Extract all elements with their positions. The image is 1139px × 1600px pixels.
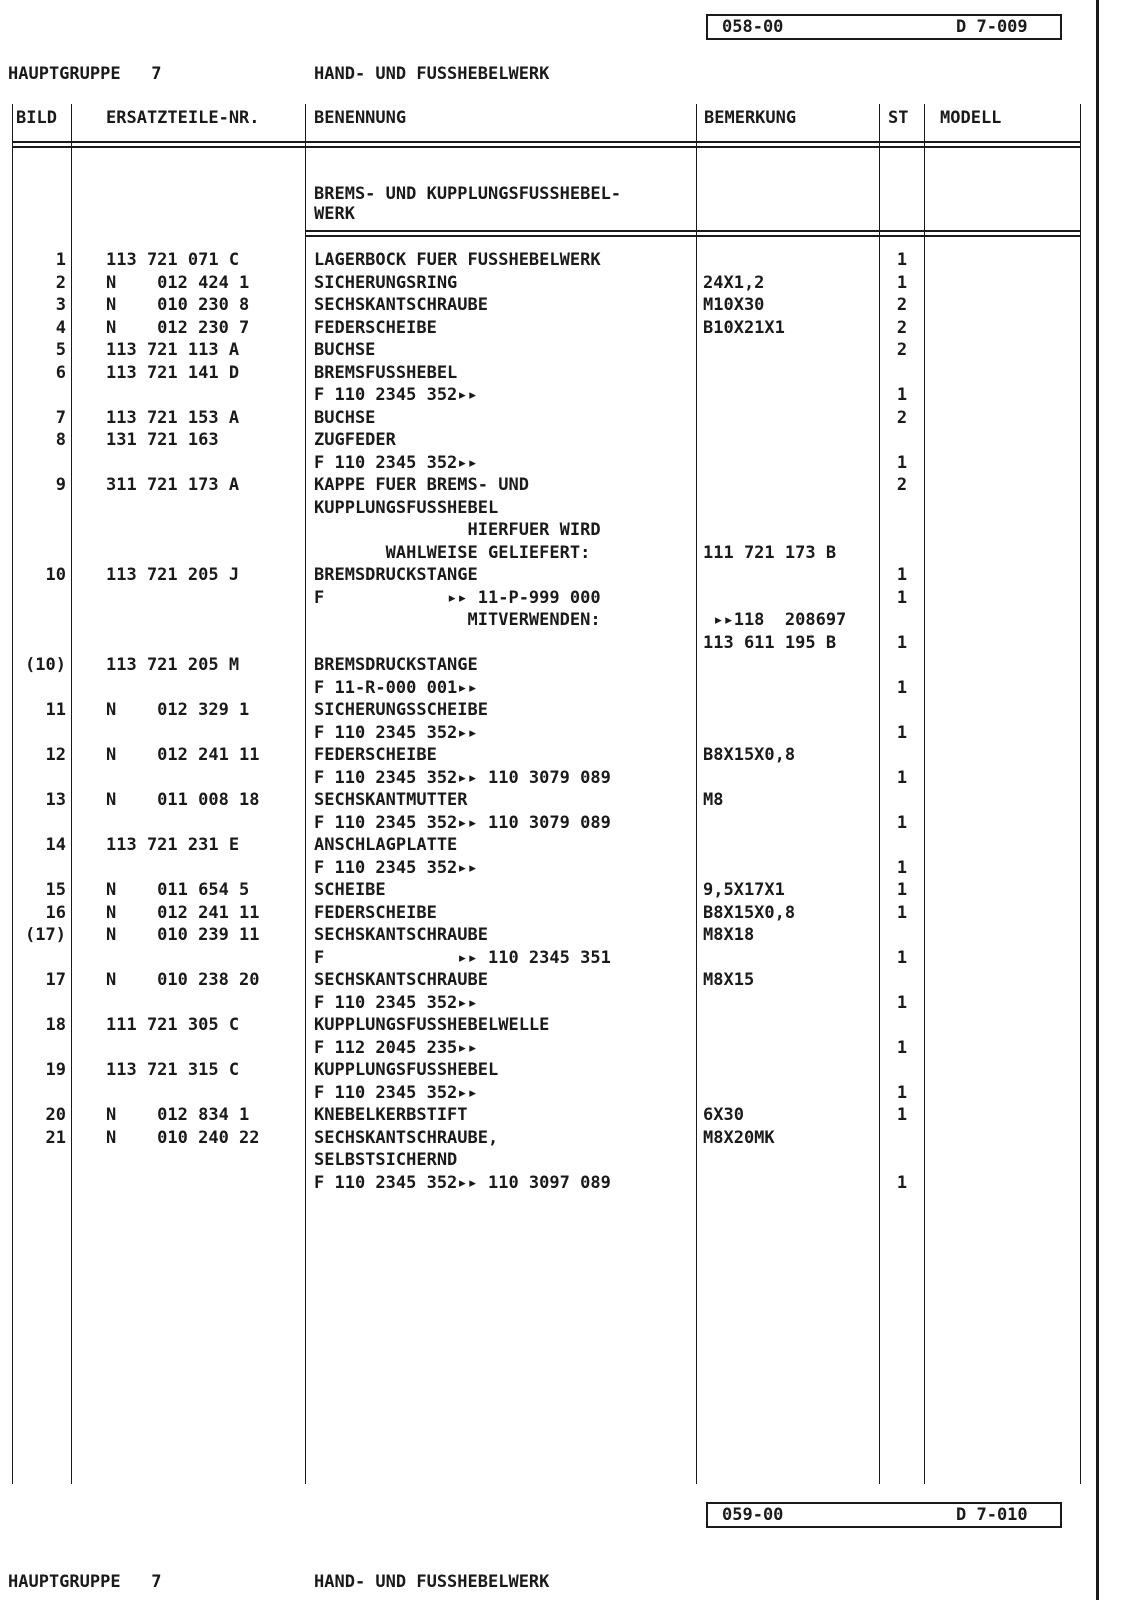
cell-benennung: ANSCHLAGPLATTE xyxy=(314,835,458,855)
col-divider-6 xyxy=(1080,104,1081,1484)
cell-benennung: KUPPLUNGSFUSSHEBELWELLE xyxy=(314,1015,550,1035)
cell-part-number: 113 721 071 C xyxy=(106,250,240,270)
cell-bild: 9 xyxy=(55,475,66,495)
cell-bild: 11 xyxy=(45,700,66,720)
cell-bemerkung: 6X30 xyxy=(703,1105,744,1125)
cell-part-number: N 012 241 11 xyxy=(106,745,260,765)
cell-bemerkung: M8 xyxy=(703,790,724,810)
cell-part-number: N 010 239 11 xyxy=(106,925,260,945)
cell-part-number: N 011 654 5 xyxy=(106,880,250,900)
cell-part-number: N 012 424 1 xyxy=(106,272,250,293)
cell-part-number: 113 721 205 J xyxy=(106,565,240,585)
cell-st: 1 xyxy=(896,857,908,878)
col-header-bemerkung: BEMERKUNG xyxy=(704,108,797,128)
section-title-line-1: BREMS- UND KUPPLUNGSFUSSHEBEL- xyxy=(314,184,622,204)
cell-bild: 6 xyxy=(55,362,66,383)
header-rule-1 xyxy=(12,141,1080,143)
ref-box-top xyxy=(706,14,1062,40)
cell-st: 1 xyxy=(896,1082,908,1103)
cell-bild: 10 xyxy=(45,565,66,585)
cell-part-number: N 010 238 20 xyxy=(106,970,260,990)
col-header-benennung: BENENNUNG xyxy=(314,108,407,128)
group-label: HAUPTGRUPPE 7 xyxy=(8,64,162,84)
cell-st: 1 xyxy=(896,272,908,293)
cell-benennung: BUCHSE xyxy=(314,407,376,428)
cell-part-number: N 012 329 1 xyxy=(106,700,250,720)
cell-benennung: F 110 2345 352▸▸ xyxy=(314,857,478,878)
cell-bild: 5 xyxy=(55,340,66,360)
cell-benennung: SECHSKANTMUTTER xyxy=(314,790,468,810)
col-header-nr: ERSATZTEILE-NR. xyxy=(106,108,260,128)
cell-benennung: KUPPLUNGSFUSSHEBEL xyxy=(314,497,499,518)
cell-bemerkung: M8X18 xyxy=(703,925,755,945)
cell-benennung: BREMSDRUCKSTANGE xyxy=(314,655,478,675)
cell-benennung: SECHSKANTSCHRAUBE xyxy=(314,970,488,990)
cell-bild: 19 xyxy=(45,1060,66,1080)
cell-bemerkung: B10X21X1 xyxy=(703,317,785,338)
cell-benennung: F 112 2045 235▸▸ xyxy=(314,1037,478,1058)
cell-benennung: SECHSKANTSCHRAUBE xyxy=(314,295,488,315)
page-edge-line xyxy=(1096,0,1099,1600)
cell-part-number: 113 721 205 M xyxy=(106,655,240,675)
col-divider-2 xyxy=(305,104,306,1484)
cell-benennung: F 110 2345 352▸▸ 110 3079 089 xyxy=(314,812,611,833)
cell-st: 1 xyxy=(896,812,908,833)
cell-benennung: F 110 2345 352▸▸ xyxy=(314,992,478,1013)
section-title-line-2: WERK xyxy=(314,204,355,224)
cell-st: 1 xyxy=(896,947,908,968)
cell-part-number: N 012 241 11 xyxy=(106,902,260,923)
cell-st: 1 xyxy=(896,250,908,270)
cell-benennung: F 110 2345 352▸▸ xyxy=(314,722,478,743)
col-divider-5 xyxy=(924,104,925,1484)
section-rule-2 xyxy=(305,235,1080,237)
cell-bild: 13 xyxy=(45,790,66,810)
cell-bild: 14 xyxy=(45,835,66,855)
cell-benennung: HIERFUER WIRD xyxy=(314,520,601,540)
cell-part-number: 113 721 153 A xyxy=(106,407,240,428)
group-label-bottom: HAUPTGRUPPE 7 xyxy=(8,1572,162,1592)
cell-bild: (10) xyxy=(25,655,66,675)
cell-bild: 16 xyxy=(45,902,66,923)
cell-bild: 17 xyxy=(45,970,66,990)
cell-bild: 3 xyxy=(55,295,66,315)
cell-benennung: LAGERBOCK FUER FUSSHEBELWERK xyxy=(314,250,601,270)
cell-st: 2 xyxy=(896,475,908,495)
cell-st: 1 xyxy=(896,1105,908,1125)
cell-benennung: F ▸▸ 110 2345 351 xyxy=(314,947,611,968)
cell-benennung: BUCHSE xyxy=(314,340,376,360)
ref-bottom-left: 059-00 xyxy=(722,1505,784,1525)
cell-part-number: 113 721 315 C xyxy=(106,1060,240,1080)
cell-benennung: F 110 2345 352▸▸ 110 3079 089 xyxy=(314,767,611,788)
cell-st: 1 xyxy=(896,587,908,608)
cell-st: 1 xyxy=(896,722,908,743)
col-header-bild: BILD xyxy=(16,108,57,128)
cell-benennung: SICHERUNGSSCHEIBE xyxy=(314,700,488,720)
cell-benennung: BREMSDRUCKSTANGE xyxy=(314,565,478,585)
cell-bemerkung: 111 721 173 B xyxy=(703,542,837,563)
cell-st: 1 xyxy=(896,1037,908,1058)
cell-benennung: FEDERSCHEIBE xyxy=(314,745,437,765)
cell-bemerkung: B8X15X0,8 xyxy=(703,745,796,765)
cell-bild: 2 xyxy=(55,272,66,293)
cell-bemerkung: M10X30 xyxy=(703,295,765,315)
cell-st: 1 xyxy=(896,632,908,653)
cell-bild: 15 xyxy=(45,880,66,900)
cell-st: 2 xyxy=(896,317,908,338)
cell-benennung: ZUGFEDER xyxy=(314,430,396,450)
cell-st: 1 xyxy=(896,880,908,900)
cell-bemerkung: B8X15X0,8 xyxy=(703,902,796,923)
cell-benennung: SECHSKANTSCHRAUBE, xyxy=(314,1127,499,1148)
cell-st: 2 xyxy=(896,340,908,360)
cell-benennung: BREMSFUSSHEBEL xyxy=(314,362,458,383)
cell-bild: 20 xyxy=(45,1105,66,1125)
cell-st: 1 xyxy=(896,902,908,923)
cell-bemerkung: ▸▸118 208697 xyxy=(703,610,847,630)
group-title-bottom: HAND- UND FUSSHEBELWERK xyxy=(314,1572,550,1592)
ref-top-left: 058-00 xyxy=(722,17,784,37)
cell-bemerkung: M8X20MK xyxy=(703,1127,775,1148)
cell-part-number: 113 721 141 D xyxy=(106,362,240,383)
cell-st: 1 xyxy=(896,1172,908,1193)
cell-benennung: KAPPE FUER BREMS- UND xyxy=(314,475,529,495)
col-divider-1 xyxy=(71,104,72,1484)
cell-benennung: SCHEIBE xyxy=(314,880,386,900)
col-header-st: ST xyxy=(888,108,909,128)
cell-benennung: KUPPLUNGSFUSSHEBEL xyxy=(314,1060,499,1080)
cell-part-number: N 010 230 8 xyxy=(106,295,250,315)
cell-benennung: SELBSTSICHERND xyxy=(314,1150,458,1170)
cell-benennung: F 11-R-000 001▸▸ xyxy=(314,677,478,698)
cell-bemerkung: 9,5X17X1 xyxy=(703,880,785,900)
ref-box-bottom xyxy=(706,1502,1062,1528)
cell-bemerkung: M8X15 xyxy=(703,970,755,990)
cell-benennung: MITVERWENDEN: xyxy=(314,610,601,630)
cell-bild: 7 xyxy=(55,407,66,428)
cell-benennung: SECHSKANTSCHRAUBE xyxy=(314,925,488,945)
cell-part-number: N 011 008 18 xyxy=(106,790,260,810)
cell-benennung: FEDERSCHEIBE xyxy=(314,317,437,338)
cell-st: 2 xyxy=(896,295,908,315)
cell-part-number: N 012 230 7 xyxy=(106,317,250,338)
ref-bottom-right: D 7-010 xyxy=(956,1505,1028,1525)
cell-benennung: F ▸▸ 11-P-999 000 xyxy=(314,587,601,608)
cell-bild: 21 xyxy=(45,1127,66,1148)
cell-benennung: F 110 2345 352▸▸ xyxy=(314,1082,478,1103)
cell-st: 1 xyxy=(896,452,908,473)
col-divider-3 xyxy=(696,104,697,1484)
cell-part-number: 131 721 163 xyxy=(106,430,219,450)
cell-bemerkung: 24X1,2 xyxy=(703,272,765,293)
header-rule-2 xyxy=(12,146,1080,148)
cell-part-number: N 012 834 1 xyxy=(106,1105,250,1125)
cell-benennung: F 110 2345 352▸▸ xyxy=(314,452,478,473)
cell-st: 2 xyxy=(896,407,908,428)
cell-st: 1 xyxy=(896,385,908,405)
cell-st: 1 xyxy=(896,992,908,1013)
cell-benennung: SICHERUNGSRING xyxy=(314,272,458,293)
cell-bild: 18 xyxy=(45,1015,66,1035)
cell-part-number: N 010 240 22 xyxy=(106,1127,260,1148)
cell-st: 1 xyxy=(896,677,908,698)
cell-bild: 1 xyxy=(55,250,66,270)
cell-benennung: KNEBELKERBSTIFT xyxy=(314,1105,468,1125)
col-header-modell: MODELL xyxy=(940,108,1002,128)
cell-bild: 8 xyxy=(55,430,66,450)
cell-benennung: WAHLWEISE GELIEFERT: xyxy=(314,542,591,563)
cell-part-number: 111 721 305 C xyxy=(106,1015,240,1035)
group-title: HAND- UND FUSSHEBELWERK xyxy=(314,64,550,84)
cell-benennung: F 110 2345 352▸▸ 110 3097 089 xyxy=(314,1172,611,1193)
cell-benennung: FEDERSCHEIBE xyxy=(314,902,437,923)
cell-part-number: 113 721 231 E xyxy=(106,835,240,855)
cell-st: 1 xyxy=(896,565,908,585)
cell-bild: 12 xyxy=(45,745,66,765)
cell-part-number: 311 721 173 A xyxy=(106,475,240,495)
ref-top-right: D 7-009 xyxy=(956,17,1028,37)
cell-benennung: F 110 2345 352▸▸ xyxy=(314,385,478,405)
section-rule-1 xyxy=(305,230,1080,232)
cell-bild: (17) xyxy=(25,925,66,945)
cell-bild: 4 xyxy=(55,317,66,338)
cell-part-number: 113 721 113 A xyxy=(106,340,240,360)
cell-st: 1 xyxy=(896,767,908,788)
cell-bemerkung: 113 611 195 B xyxy=(703,632,837,653)
col-divider-0 xyxy=(12,104,13,1484)
